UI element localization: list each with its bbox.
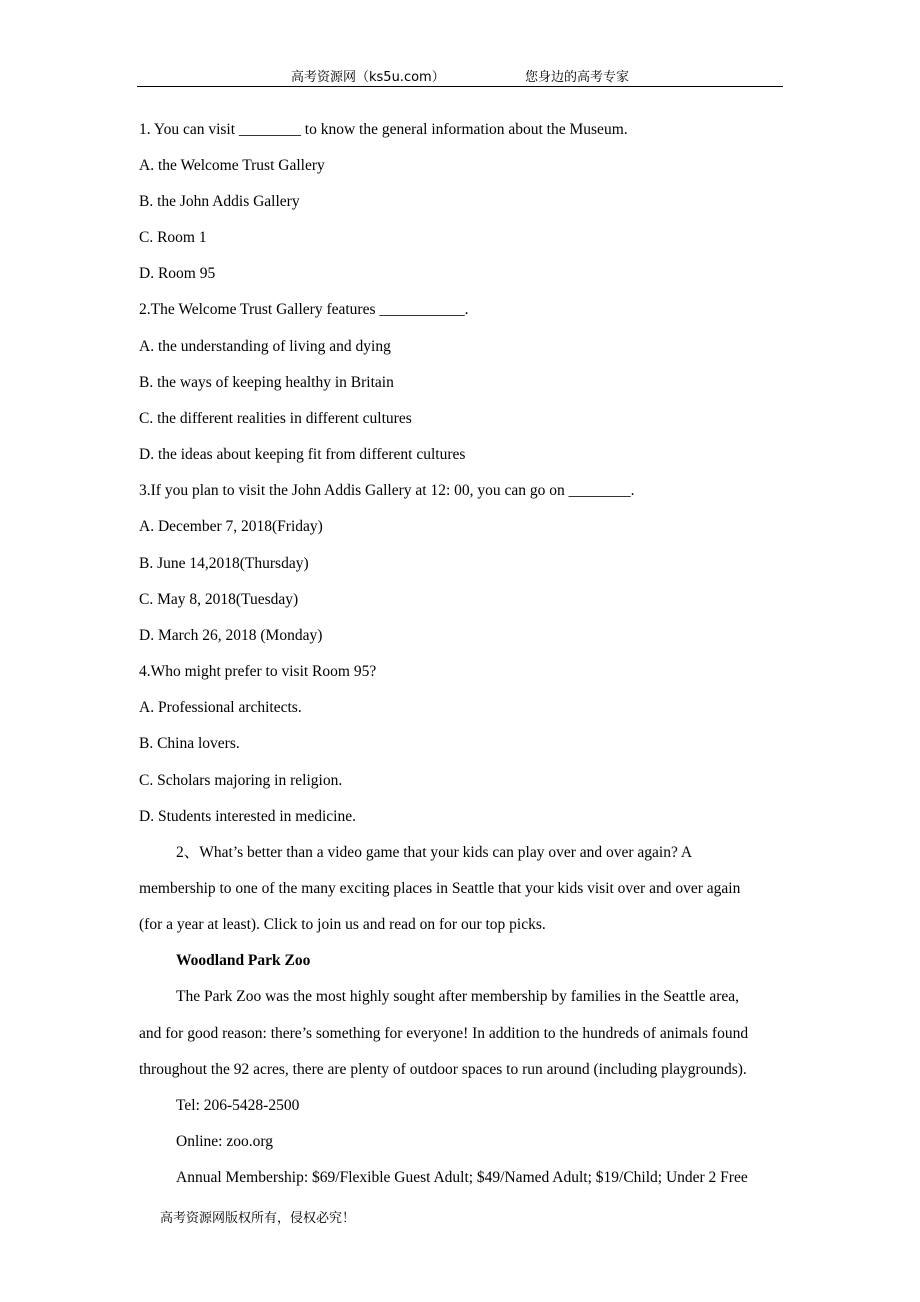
zoo-body-line-1: The Park Zoo was the most highly sought after membership by families in the Seattle area, — [176, 988, 740, 1005]
question-4-option-c: C. Scholars majoring in religion. — [139, 772, 343, 789]
header-site-name: 高考资源网（ks5u.com） — [291, 70, 445, 85]
page-header — [137, 62, 783, 87]
question-1-option-c: C. Room 1 — [139, 229, 207, 246]
question-1-stem: 1. You can visit ________ to know the general information about the Museum. — [139, 121, 628, 138]
question-4-option-b: B. China lovers. — [139, 735, 240, 752]
zoo-body-line-2: and for good reason: there’s something for everyone! In addition to the hundreds of animals found — [139, 1025, 749, 1042]
header-slogan: 您身边的高考专家 — [525, 70, 630, 85]
question-1-option-d: D. Room 95 — [139, 265, 216, 282]
section-title: Woodland Park Zoo — [176, 952, 311, 969]
question-2-stem: 2.The Welcome Trust Gallery features ___________. — [139, 301, 469, 318]
question-3-option-c: C. May 8, 2018(Tuesday) — [139, 591, 299, 608]
passage-intro-line-1: 2、What’s better than a video game that your kids can play over and over again? A — [176, 844, 693, 861]
question-2-option-b: B. the ways of keeping healthy in Britain — [139, 374, 394, 391]
question-4-option-d: D. Students interested in medicine. — [139, 808, 356, 825]
question-1-option-a: A. the Welcome Trust Gallery — [139, 157, 325, 174]
passage-intro-line-2: membership to one of the many exciting places in Seattle that your kids visit over and over again — [139, 880, 741, 897]
question-3-stem: 3.If you plan to visit the John Addis Gallery at 12: 00, you can go on ________. — [139, 482, 635, 499]
question-3-option-b: B. June 14,2018(Thursday) — [139, 555, 309, 572]
question-3-option-a: A. December 7, 2018(Friday) — [139, 518, 323, 535]
passage-intro-line-3: (for a year at least). Click to join us and read on for our top picks. — [139, 916, 546, 933]
question-4-stem: 4.Who might prefer to visit Room 95? — [139, 663, 377, 680]
question-4-option-a: A. Professional architects. — [139, 699, 302, 716]
question-2-option-a: A. the understanding of living and dying — [139, 338, 391, 355]
zoo-tel: Tel: 206-5428-2500 — [176, 1097, 300, 1114]
question-1-option-b: B. the John Addis Gallery — [139, 193, 300, 210]
zoo-online: Online: zoo.org — [176, 1133, 274, 1150]
zoo-body-line-3: throughout the 92 acres, there are plenty of outdoor spaces to run around (including playgrounds). — [139, 1061, 747, 1078]
page-footer: 高考资源网版权所有，侵权必究！ — [160, 1211, 356, 1226]
question-2-option-d: D. the ideas about keeping fit from different cultures — [139, 446, 466, 463]
zoo-membership: Annual Membership: $69/Flexible Guest Adult; $49/Named Adult; $19/Child; Under 2 Free — [176, 1169, 748, 1186]
question-2-option-c: C. the different realities in different cultures — [139, 410, 412, 427]
question-3-option-d: D. March 26, 2018 (Monday) — [139, 627, 323, 644]
